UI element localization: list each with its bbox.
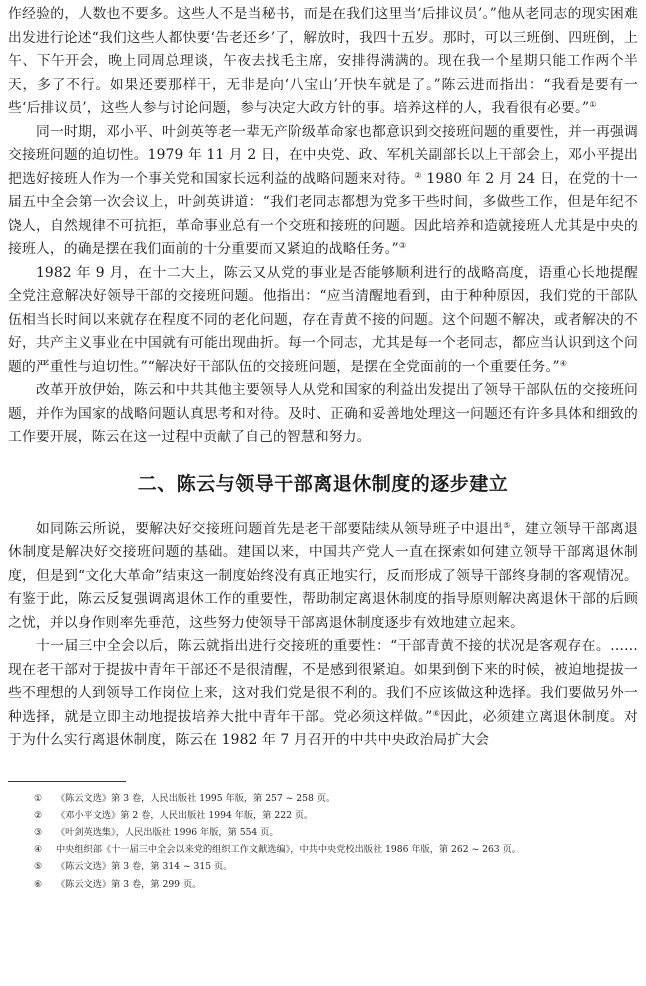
body-text-section bbox=[8, 518, 638, 753]
footnote-mark: ① bbox=[34, 792, 43, 804]
footnote-text: 《叶剑英选集》，人民出版社 1996 年版，第 554 页。 bbox=[56, 826, 279, 838]
paragraph bbox=[8, 379, 638, 450]
footnote-ref: ⑥ bbox=[432, 708, 441, 718]
footnote bbox=[34, 824, 638, 841]
paragraph-text: 1980 年 2 月 24 日，在党的十一届五中全会第一次会议上，叶剑英讲道：“我们老同志都想为党多干些时间，多做些工作，但是年纪不饶人，自然规律不可抗拒，革命事业总有一个交班和接班的问题。因此培养和造就接班人尤其是中央的接班人，的确是摆在我们面前的十分重要而又紧迫的战略任务。” bbox=[8, 170, 638, 257]
footnote-divider bbox=[8, 781, 126, 782]
footnote-text: 中央组织部《十一届三中全会以来党的组织工作文献选编》，中共中央党校出版社 1986 年版，第 262 ~ 263 页。 bbox=[56, 844, 521, 856]
paragraph-text: 作经验的，人数也不要多。这些人不是当秘书，而是在我们这里当‘后排议员’。”他从老同志的现实困难出发进行论述“我们这些人都快要‘告老还乡’了，解放时，我四十五岁。那时，可以三班倒、四班倒，上午、下午开会，晚上同周总理谈，午夜去找毛主席，安排得满满的。现在我一个星期只能工作两个半天，多了不行。如果还要那样干，无非是向‘八宝山’开快车就是了。”陈云进而指出：“我看是要有一些‘后排议员’，这些人参与讨论问题，参与决定大政方针的事。培养这样的人，我看很有必要。” bbox=[8, 6, 638, 116]
paragraph bbox=[8, 262, 638, 380]
footnote-mark: ④ bbox=[34, 844, 43, 856]
paragraph bbox=[8, 121, 638, 262]
paragraph bbox=[8, 518, 638, 636]
footnote-mark: ⑥ bbox=[34, 878, 43, 890]
footnote-mark: ② bbox=[34, 809, 43, 821]
footnote-text: 《陈云文选》第 3 卷，第 314 ~ 315 页。 bbox=[56, 861, 233, 873]
paragraph-text: 十一届三中全会以后，陈云就指出进行交接班的重要性：“干部青黄不接的状况是客观存在。……现在老干部对于提拔中青年干部还不是很清醒，不是感到很紧迫。如果到倒下来的时候，被迫地提拔一些不理想的人到领导工作岗位上来，这对我们党是很不利的。我们不应该做这种选择。我们要做另外一种选择，就是立即主动地提拔培养大批中青年干部。党必须这样做。” bbox=[8, 638, 638, 725]
paragraph-text: 如同陈云所说，要解决好交接班问题首先是老干部要陆续从领导班子中退出 bbox=[36, 520, 504, 537]
paragraph bbox=[8, 635, 638, 753]
paragraph-text: 同一时期，邓小平、叶剑英等老一辈无产阶级革命家也都意识到交接班问题的重要性，并一再强调交接班问题的迫切性。1979 年 11 月 2 日，在中央党、政、军机关副部长以上干部会上，邓小平提出把选好接班人作为一个事关党和国家长远利益的战略问题来对待。 bbox=[8, 123, 638, 187]
footnote-ref: ② bbox=[414, 170, 422, 180]
footnote-text: 《陈云文选》第 3 卷，人民出版社 1995 年版，第 257 ~ 258 页。 bbox=[56, 792, 336, 804]
footnote-ref: ⑤ bbox=[503, 520, 511, 530]
paragraph-text: ，建立领导干部离退休制度是解决好交接班问题的基础。建国以来，中国共产党人一直在探索如何建立领导干部离退休制度，但是到“文化大革命”结束这一制度始终没有真正地实行，反而形成了领导干部终身制的客观情况。有鉴于此，陈云反复强调离退休工作的重要性，帮助制定离退休制度的指导原则解决离退休干部的后顾之忧，并以身作则率先垂范，这些努力使领导干部离退休制度逐步有效地建立起来。 bbox=[8, 520, 638, 631]
footnote bbox=[34, 790, 638, 807]
footnote-ref: ④ bbox=[559, 358, 568, 368]
footnote bbox=[34, 841, 638, 858]
footnote-mark: ⑤ bbox=[34, 861, 43, 873]
footnote bbox=[34, 807, 638, 824]
footnote-mark: ③ bbox=[34, 826, 43, 838]
footnote-list bbox=[8, 790, 638, 893]
footnote bbox=[34, 858, 638, 875]
paragraph-text: 改革开放伊始，陈云和中共其他主要领导人从党和国家的利益出发提出了领导干部队伍的交接班问题，并作为国家的战略问题认真思考和对待。及时、正确和妥善地处理这一问题还有许多具体和细致的工作要开展，陈云在这一过程中贡献了自己的智慧和努力。 bbox=[8, 382, 638, 445]
body-text-top bbox=[8, 3, 638, 450]
footnote-ref: ③ bbox=[398, 241, 407, 250]
footnote-text: 《邓小平文选》第 2 卷，人民出版社 1994 年版，第 222 页。 bbox=[56, 809, 314, 821]
paragraph-text: 因此，必须建立离退休制度。对于为什么实行离退休制度，陈云在 1982 年 7 月召开的中共中央政治局扩大会 bbox=[8, 708, 638, 748]
footnote-ref: ① bbox=[589, 100, 597, 109]
section-title: 二、陈云与领导干部离退休制度的逐步建立 bbox=[137, 472, 509, 495]
footnote-text: 《陈云文选》第 3 卷，第 299 页。 bbox=[56, 878, 202, 890]
paragraph-text: 1982 年 9 月，在十二大上，陈云又从党的事业是否能够顺利进行的战略高度，语重心长地提醒全党注意解决好领导干部的交接班问题。他指出：“应当清醒地看到，由于种种原因，我们党的干部队伍相当长时间以来就存在程度不同的老化问题，存在青黄不接的问题。这个问题不解决，或者解决的不好，共产主义事业在中国就有可能出现曲折。每一个同志，尤其是每一个老同志，都应当认识到这个问题的严重性与迫切性。”“解决好干部队伍的交接班问题，是摆在全党面前的一个重要任务。” bbox=[8, 264, 638, 375]
paragraph bbox=[8, 3, 638, 121]
footnote bbox=[34, 876, 638, 893]
